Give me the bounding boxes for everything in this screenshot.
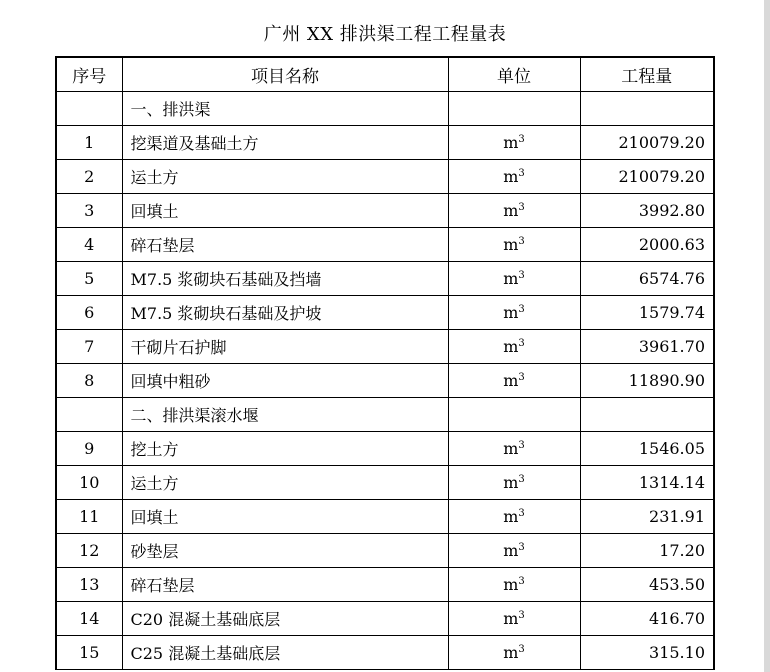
quantity-cell xyxy=(580,398,714,432)
unit-exponent: 3 xyxy=(518,610,525,621)
quantity-cell: 1546.05 xyxy=(580,432,714,466)
section-name: 二、排洪渠滚水堰 xyxy=(122,398,448,432)
item-name: 碎石垫层 xyxy=(122,228,448,262)
unit-base: m xyxy=(503,303,519,322)
table-row xyxy=(56,160,714,194)
quantity-cell xyxy=(580,92,714,126)
unit-exponent: 3 xyxy=(518,338,525,349)
table-row xyxy=(56,432,714,466)
unit-cell xyxy=(448,602,580,636)
section-row xyxy=(56,92,714,126)
item-name: 砂垫层 xyxy=(122,534,448,568)
table-row xyxy=(56,568,714,602)
row-number: 14 xyxy=(56,602,122,636)
item-name: 运土方 xyxy=(122,466,448,500)
unit-base: m xyxy=(503,371,519,390)
row-number: 4 xyxy=(56,228,122,262)
quantity-cell: 315.10 xyxy=(580,636,714,670)
unit-base: m xyxy=(503,643,519,662)
unit-base: m xyxy=(503,235,519,254)
unit-cell xyxy=(448,262,580,296)
item-name: 挖土方 xyxy=(122,432,448,466)
unit-exponent: 3 xyxy=(518,474,525,485)
unit-base: m xyxy=(503,439,519,458)
table-row xyxy=(56,534,714,568)
unit-base: m xyxy=(503,609,519,628)
row-number: 6 xyxy=(56,296,122,330)
table-row xyxy=(56,126,714,160)
unit-cell xyxy=(448,636,580,670)
item-name: C25 混凝土基础底层 xyxy=(122,636,448,670)
page-right-edge xyxy=(764,0,770,672)
quantity-cell: 3961.70 xyxy=(580,330,714,364)
unit-exponent: 3 xyxy=(518,270,525,281)
table-body xyxy=(56,92,714,670)
quantity-cell: 416.70 xyxy=(580,602,714,636)
unit-base: m xyxy=(503,167,519,186)
unit-base: m xyxy=(503,133,519,152)
row-number: 8 xyxy=(56,364,122,398)
document-title: 广州 XX 排洪渠工程工程量表 xyxy=(263,24,507,45)
unit-cell xyxy=(448,568,580,602)
table-row xyxy=(56,228,714,262)
item-name: 碎石垫层 xyxy=(122,568,448,602)
header-name: 项目名称 xyxy=(122,57,448,92)
table-row xyxy=(56,602,714,636)
unit-exponent: 3 xyxy=(518,202,525,213)
unit-exponent: 3 xyxy=(518,168,525,179)
unit-exponent: 3 xyxy=(518,644,525,655)
unit-cell xyxy=(448,228,580,262)
unit-exponent: 3 xyxy=(518,440,525,451)
unit-cell xyxy=(448,500,580,534)
unit-base: m xyxy=(503,201,519,220)
table-row xyxy=(56,194,714,228)
section-name: 一、排洪渠 xyxy=(122,92,448,126)
item-name: C20 混凝土基础底层 xyxy=(122,602,448,636)
quantity-cell: 11890.90 xyxy=(580,364,714,398)
unit-exponent: 3 xyxy=(518,236,525,247)
quantity-cell: 210079.20 xyxy=(580,126,714,160)
item-name: 回填土 xyxy=(122,500,448,534)
unit-exponent: 3 xyxy=(518,508,525,519)
table-header-row xyxy=(56,57,714,92)
row-number: 3 xyxy=(56,194,122,228)
table-row xyxy=(56,262,714,296)
quantity-cell: 6574.76 xyxy=(580,262,714,296)
unit-cell xyxy=(448,126,580,160)
table-row xyxy=(56,636,714,670)
section-row xyxy=(56,398,714,432)
row-number xyxy=(56,398,122,432)
item-name: 回填土 xyxy=(122,194,448,228)
unit-cell xyxy=(448,194,580,228)
row-number: 12 xyxy=(56,534,122,568)
unit-cell xyxy=(448,160,580,194)
item-name: M7.5 浆砌块石基础及护坡 xyxy=(122,296,448,330)
table-row xyxy=(56,296,714,330)
unit-base: m xyxy=(503,473,519,492)
unit-exponent: 3 xyxy=(518,134,525,145)
unit-cell xyxy=(448,398,580,432)
unit-base: m xyxy=(503,575,519,594)
unit-base: m xyxy=(503,337,519,356)
quantity-cell: 17.20 xyxy=(580,534,714,568)
unit-exponent: 3 xyxy=(518,542,525,553)
quantity-cell: 1579.74 xyxy=(580,296,714,330)
unit-cell xyxy=(448,330,580,364)
item-name: 干砌片石护脚 xyxy=(122,330,448,364)
table-row xyxy=(56,364,714,398)
table-row xyxy=(56,330,714,364)
unit-cell xyxy=(448,534,580,568)
table-row xyxy=(56,500,714,534)
item-name: M7.5 浆砌块石基础及挡墙 xyxy=(122,262,448,296)
row-number: 11 xyxy=(56,500,122,534)
quantity-cell: 453.50 xyxy=(580,568,714,602)
unit-exponent: 3 xyxy=(518,372,525,383)
quantity-cell: 210079.20 xyxy=(580,160,714,194)
unit-base: m xyxy=(503,541,519,560)
unit-cell xyxy=(448,432,580,466)
table-row xyxy=(56,466,714,500)
unit-exponent: 3 xyxy=(518,576,525,587)
unit-base: m xyxy=(503,269,519,288)
unit-base: m xyxy=(503,507,519,526)
item-name: 运土方 xyxy=(122,160,448,194)
quantity-cell: 1314.14 xyxy=(580,466,714,500)
row-number: 15 xyxy=(56,636,122,670)
header-unit: 单位 xyxy=(448,57,580,92)
quantity-cell: 231.91 xyxy=(580,500,714,534)
row-number: 9 xyxy=(56,432,122,466)
row-number xyxy=(56,92,122,126)
unit-cell xyxy=(448,466,580,500)
row-number: 7 xyxy=(56,330,122,364)
quantity-cell: 2000.63 xyxy=(580,228,714,262)
row-number: 1 xyxy=(56,126,122,160)
unit-cell xyxy=(448,296,580,330)
item-name: 回填中粗砂 xyxy=(122,364,448,398)
row-number: 2 xyxy=(56,160,122,194)
row-number: 13 xyxy=(56,568,122,602)
row-number: 10 xyxy=(56,466,122,500)
header-no: 序号 xyxy=(56,57,122,92)
unit-cell xyxy=(448,92,580,126)
unit-cell xyxy=(448,364,580,398)
row-number: 5 xyxy=(56,262,122,296)
quantity-cell: 3992.80 xyxy=(580,194,714,228)
header-quantity: 工程量 xyxy=(580,57,714,92)
item-name: 挖渠道及基础土方 xyxy=(122,126,448,160)
quantity-table xyxy=(55,56,715,670)
unit-exponent: 3 xyxy=(518,304,525,315)
